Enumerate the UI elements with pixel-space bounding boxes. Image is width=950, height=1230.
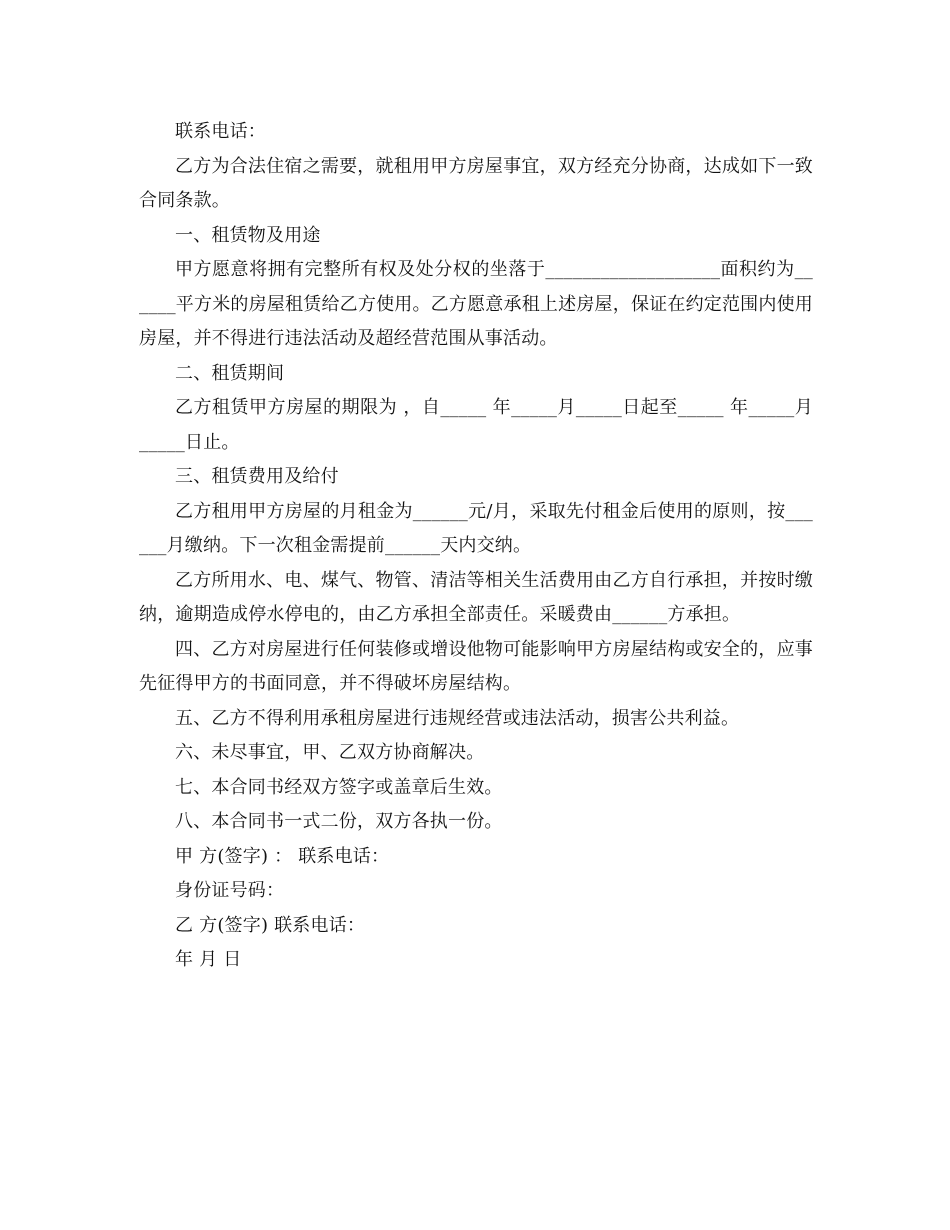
rent-payment-paragraph: 乙方租用甲方房屋的月租金为______元/月，采取先付租金后使用的原则，按______月缴纳。下一次租金需提前______天内交纳。: [139, 500, 813, 556]
preamble-paragraph: 乙方为合法住宿之需要，就租用甲方房屋事宜，双方经充分协商，达成如下一致合同条款。: [139, 155, 813, 211]
section-heading-rent-payment: 三、租赁费用及给付: [175, 466, 339, 487]
clause-seven-paragraph: 七、本合同书经双方签字或盖章后生效。: [175, 776, 503, 798]
id-number-line: 身份证号码：: [175, 880, 285, 901]
date-line: 年 月 日: [175, 949, 242, 970]
clause-four-paragraph: 四、乙方对房屋进行任何装修或增设他物可能影响甲方房屋结构或安全的，应事先征得甲方的书面同意，并不得破坏房屋结构。: [139, 638, 813, 694]
lease-object-paragraph: 甲方愿意将拥有完整所有权及处分权的坐落于___________________面积约为______平方米的房屋租赁给乙方使用。乙方愿意承租上述房屋，保证在约定范围内使用房屋，并不得进行违法活动及超经营范围从事活动。: [139, 259, 813, 349]
party-a-signature-line: 甲 方(签字) ： 联系电话：: [175, 845, 390, 867]
section-heading-lease-object: 一、租赁物及用途: [175, 224, 321, 246]
lease-period-paragraph: 乙方租赁甲方房屋的期限为 ，自_____ 年_____月_____日起至_____ 年_____月_____日止。: [139, 397, 813, 453]
party-b-signature-line: 乙 方(签字) 联系电话：: [175, 914, 366, 936]
section-heading-lease-period: 二、租赁期间: [175, 362, 285, 384]
utilities-paragraph: 乙方所用水、电、煤气、物管、清洁等相关生活费用由乙方自行承担，并按时缴纳，逾期造成停水停电的，由乙方承担全部责任。采暖费由______方承担。: [139, 569, 813, 625]
contract-page: [139, 115, 813, 978]
clause-six-paragraph: 六、未尽事宜，甲、乙双方协商解决。: [175, 742, 485, 763]
clause-five-paragraph: 五、乙方不得利用承租房屋进行违规经营或违法活动，损害公共利益。: [175, 707, 740, 729]
contact-phone-line: 联系电话：: [175, 121, 266, 142]
clause-eight-paragraph: 八、本合同书一式二份，双方各执一份。: [175, 811, 503, 832]
